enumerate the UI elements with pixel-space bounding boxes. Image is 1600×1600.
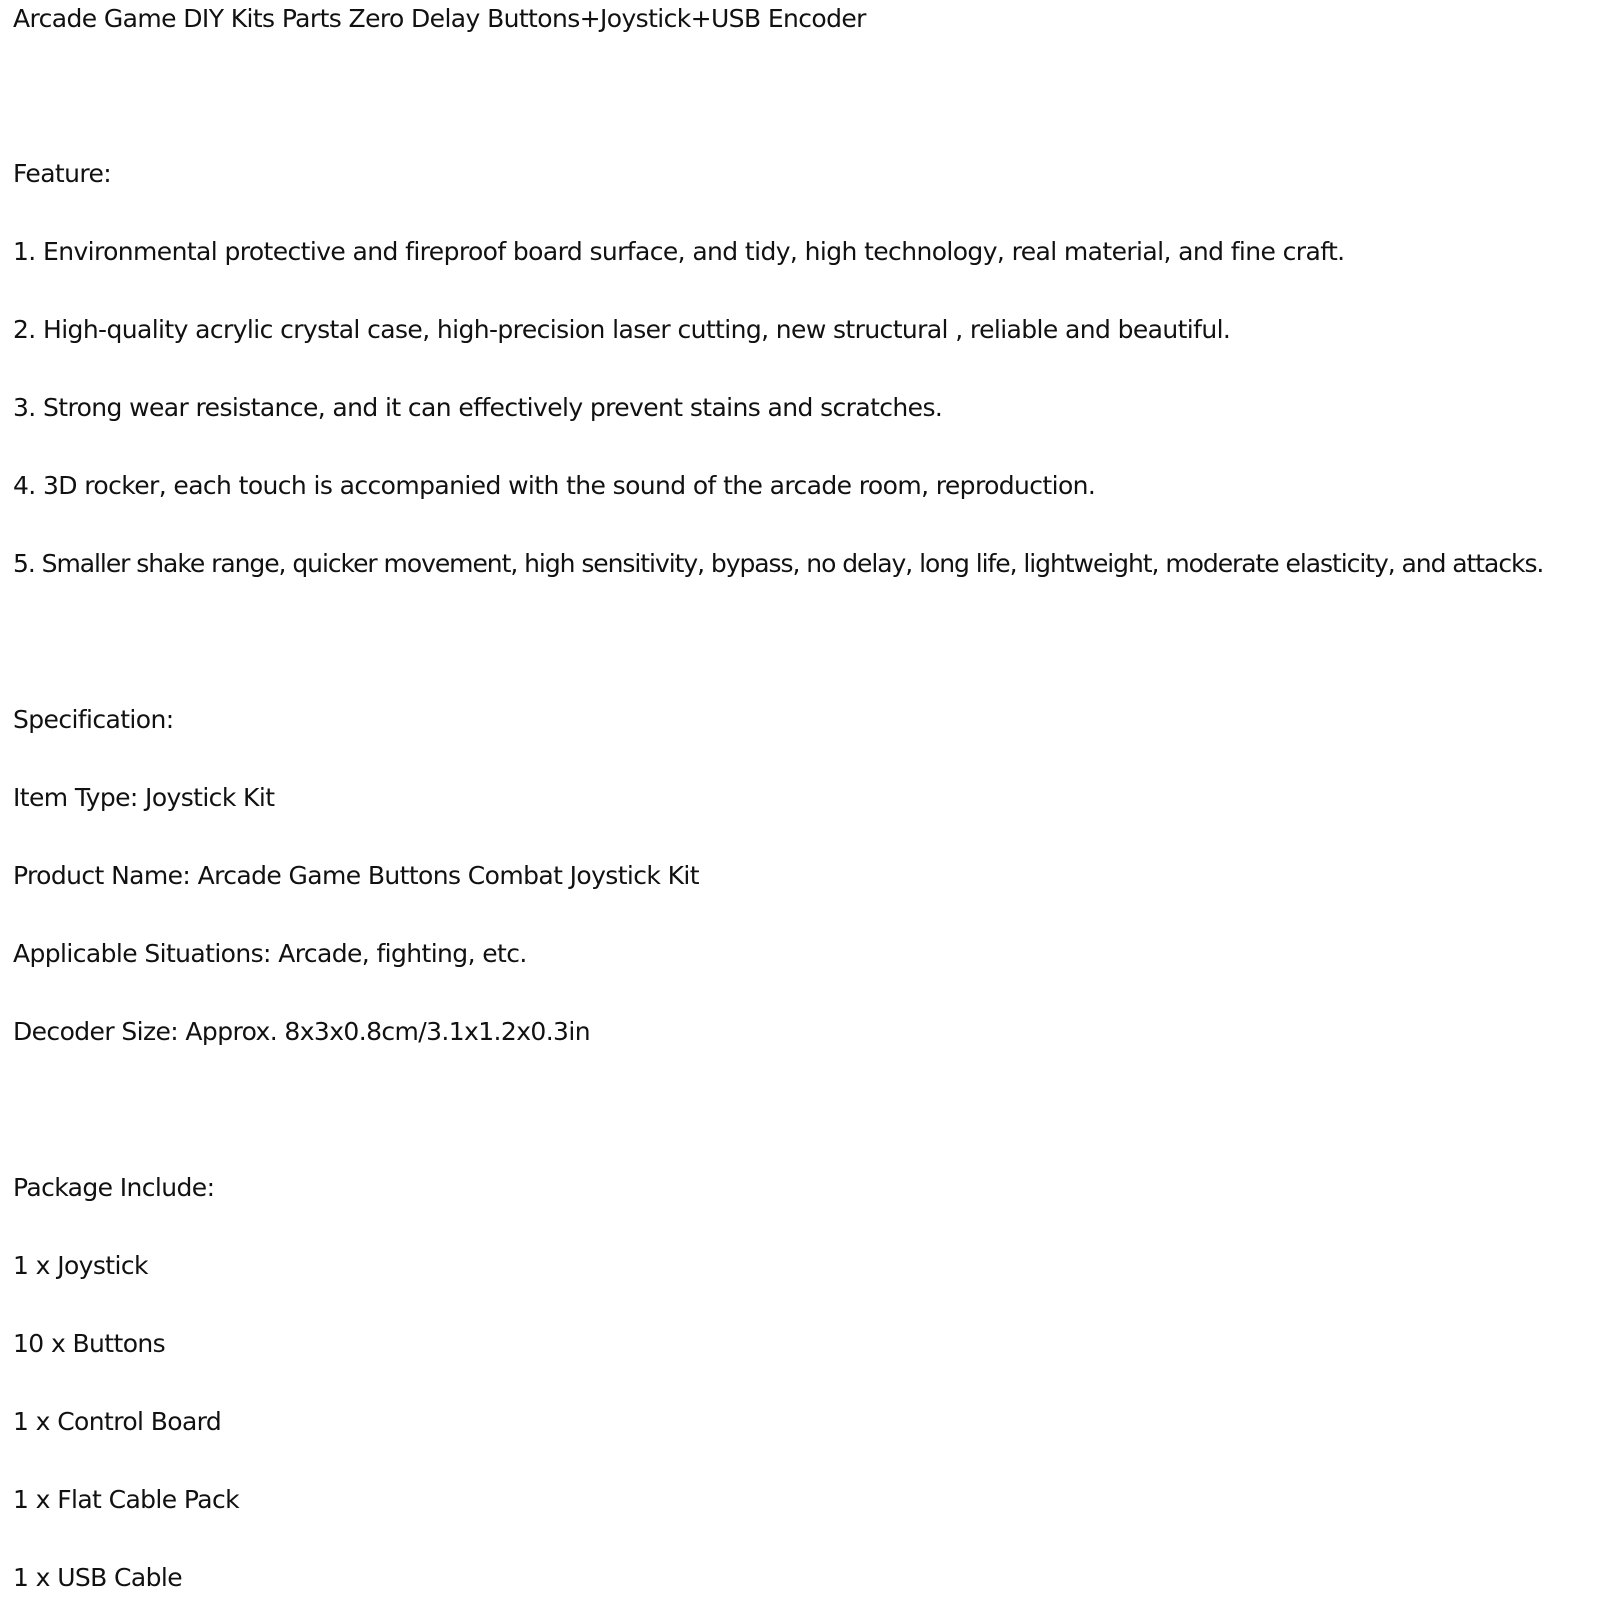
feature-item: 4. 3D rocker, each touch is accompanied with the sound of the arcade room, reproduction. (13, 471, 1096, 500)
package-item: 1 x USB Cable (13, 1563, 183, 1592)
feature-item: 5. Smaller shake range, quicker movement, high sensitivity, bypass, no delay, long life, lightweight, moderate elasticity, and attacks. (13, 549, 1544, 578)
specification-item: Decoder Size: Approx. 8x3x0.8cm/3.1x1.2x0.3in (13, 1017, 590, 1046)
package-item: 1 x Joystick (13, 1251, 148, 1280)
specification-item: Applicable Situations: Arcade, fighting, etc. (13, 939, 527, 968)
feature-item: 1. Environmental protective and fireproof board surface, and tidy, high technology, real material, and fine craft. (13, 237, 1345, 266)
package-item: 1 x Control Board (13, 1407, 222, 1436)
feature-heading: Feature: (13, 159, 112, 188)
feature-item: 2. High-quality acrylic crystal case, high-precision laser cutting, new structural , reliable and beautiful. (13, 315, 1231, 344)
package-item: 10 x Buttons (13, 1329, 166, 1358)
product-title: Arcade Game DIY Kits Parts Zero Delay Buttons+Joystick+USB Encoder (13, 4, 866, 33)
package-item: 1 x Flat Cable Pack (13, 1485, 240, 1514)
specification-item: Product Name: Arcade Game Buttons Combat Joystick Kit (13, 861, 699, 890)
feature-item: 3. Strong wear resistance, and it can effectively prevent stains and scratches. (13, 393, 943, 422)
specification-item: Item Type: Joystick Kit (13, 783, 275, 812)
package-heading: Package Include: (13, 1173, 215, 1202)
specification-heading: Specification: (13, 705, 174, 734)
